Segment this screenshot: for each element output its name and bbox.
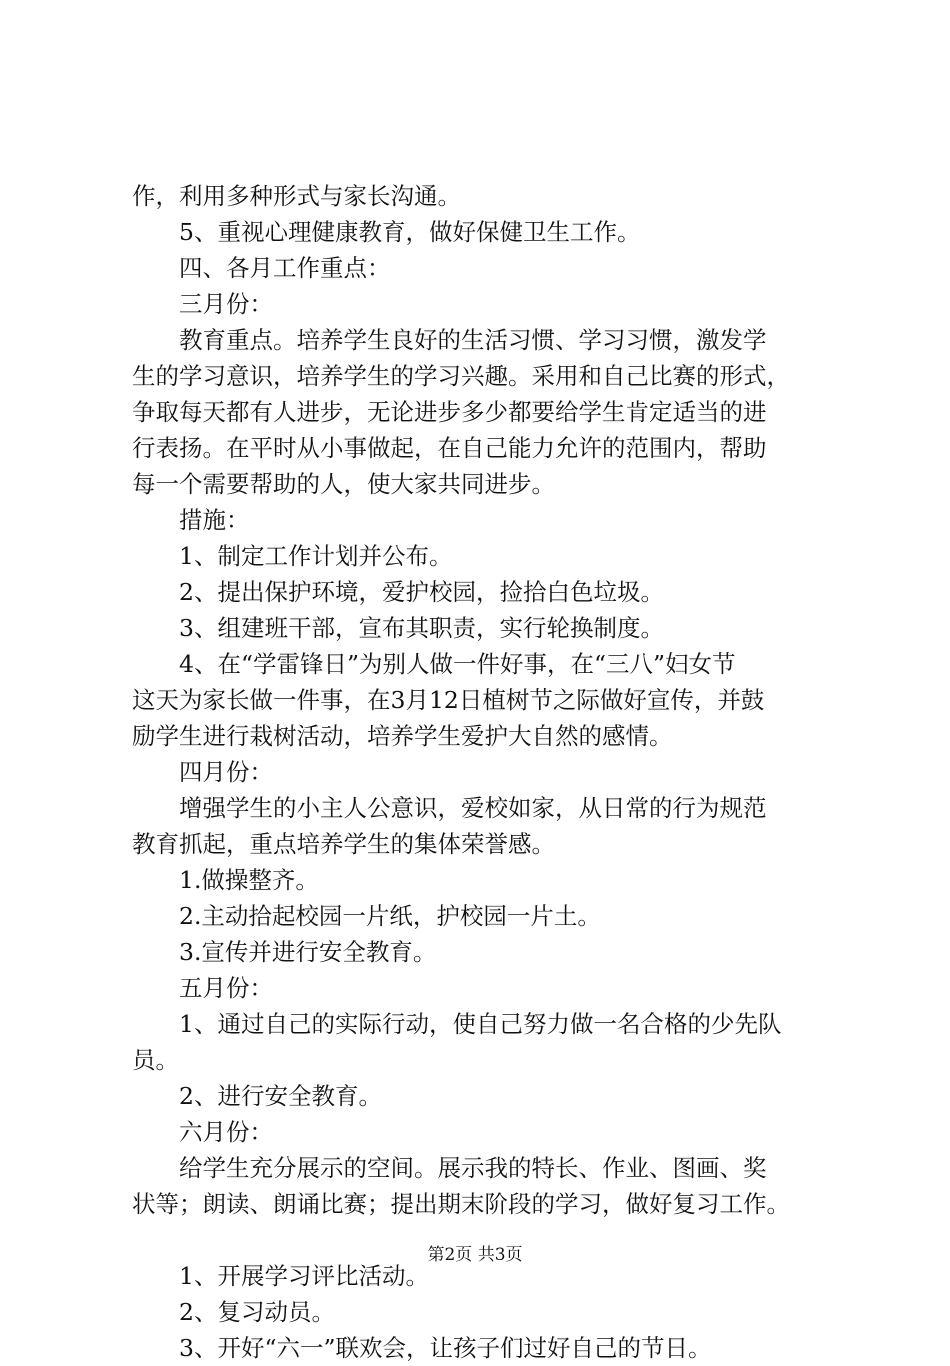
text-line: 1、通过自己的实际行动，使自己努力做一名合格的少先队 [179, 1010, 782, 1038]
text-line: 1.做操整齐。 [179, 866, 319, 894]
text-line: 3.宣传并进行安全教育。 [179, 938, 437, 966]
text-line: 3、开好“六一”联欢会，让孩子们过好自己的节日。 [179, 1334, 712, 1362]
text-line: 行表扬。在平时从小事做起，在自己能力允许的范围内，帮助 [132, 434, 767, 462]
text-line: 励学生进行栽树活动，培养学生爱护大自然的感情。 [132, 722, 673, 750]
text-line: 作，利用多种形式与家长沟通。 [132, 182, 461, 210]
text-line: 争取每天都有人进步，无论进步多少都要给学生肯定适当的进 [132, 398, 767, 426]
text-line: 每一个需要帮助的人，使大家共同进步。 [132, 470, 555, 498]
text-line: 5、重视心理健康教育，做好保健卫生工作。 [179, 218, 641, 246]
text-line: 教育抓起，重点培养学生的集体荣誉感。 [132, 830, 555, 858]
text-line: 增强学生的小主人公意识，爱校如家，从日常的行为规范 [179, 794, 767, 822]
text-line: 生的学习意识，培养学生的学习兴趣。采用和自己比赛的形式， [132, 362, 790, 390]
text-line: 1、制定工作计划并公布。 [179, 542, 453, 570]
text-line: 教育重点。培养学生良好的生活习惯、学习习惯，激发学 [179, 326, 767, 354]
text-line: 2、复习动员。 [179, 1298, 335, 1326]
text-line: 措施： [179, 506, 250, 534]
page-footer: 第2页 共3页 [427, 1245, 523, 1265]
text-line: 四月份： [179, 758, 273, 786]
text-line: 给学生充分展示的空间。展示我的特长、作业、图画、奖 [179, 1154, 767, 1182]
text-line: 2.主动拾起校园一片纸，护校园一片土。 [179, 902, 601, 930]
document-body [132, 178, 837, 1366]
text-line: 这天为家长做一件事，在3月12日植树节之际做好宣传，并鼓 [132, 686, 765, 714]
text-line: 2、进行安全教育。 [179, 1082, 382, 1110]
text-line: 2、提出保护环境，爱护校园，捡拾白色垃圾。 [179, 578, 664, 606]
text-line: 3、组建班干部，宣布其职责，实行轮换制度。 [179, 614, 664, 642]
text-line: 4、在“学雷锋日”为别人做一件好事，在“三八”妇女节 [179, 650, 736, 678]
text-line: 四、各月工作重点： [179, 254, 391, 282]
text-line: 五月份： [179, 974, 273, 1002]
text-line: 员。 [132, 1046, 179, 1074]
text-line: 1、开展学习评比活动。 [179, 1262, 429, 1290]
text-line: 三月份： [179, 290, 273, 318]
text-line: 状等；朗读、朗诵比赛；提出期末阶段的学习，做好复习工作。 [132, 1190, 790, 1218]
text-line: 六月份： [179, 1118, 273, 1146]
